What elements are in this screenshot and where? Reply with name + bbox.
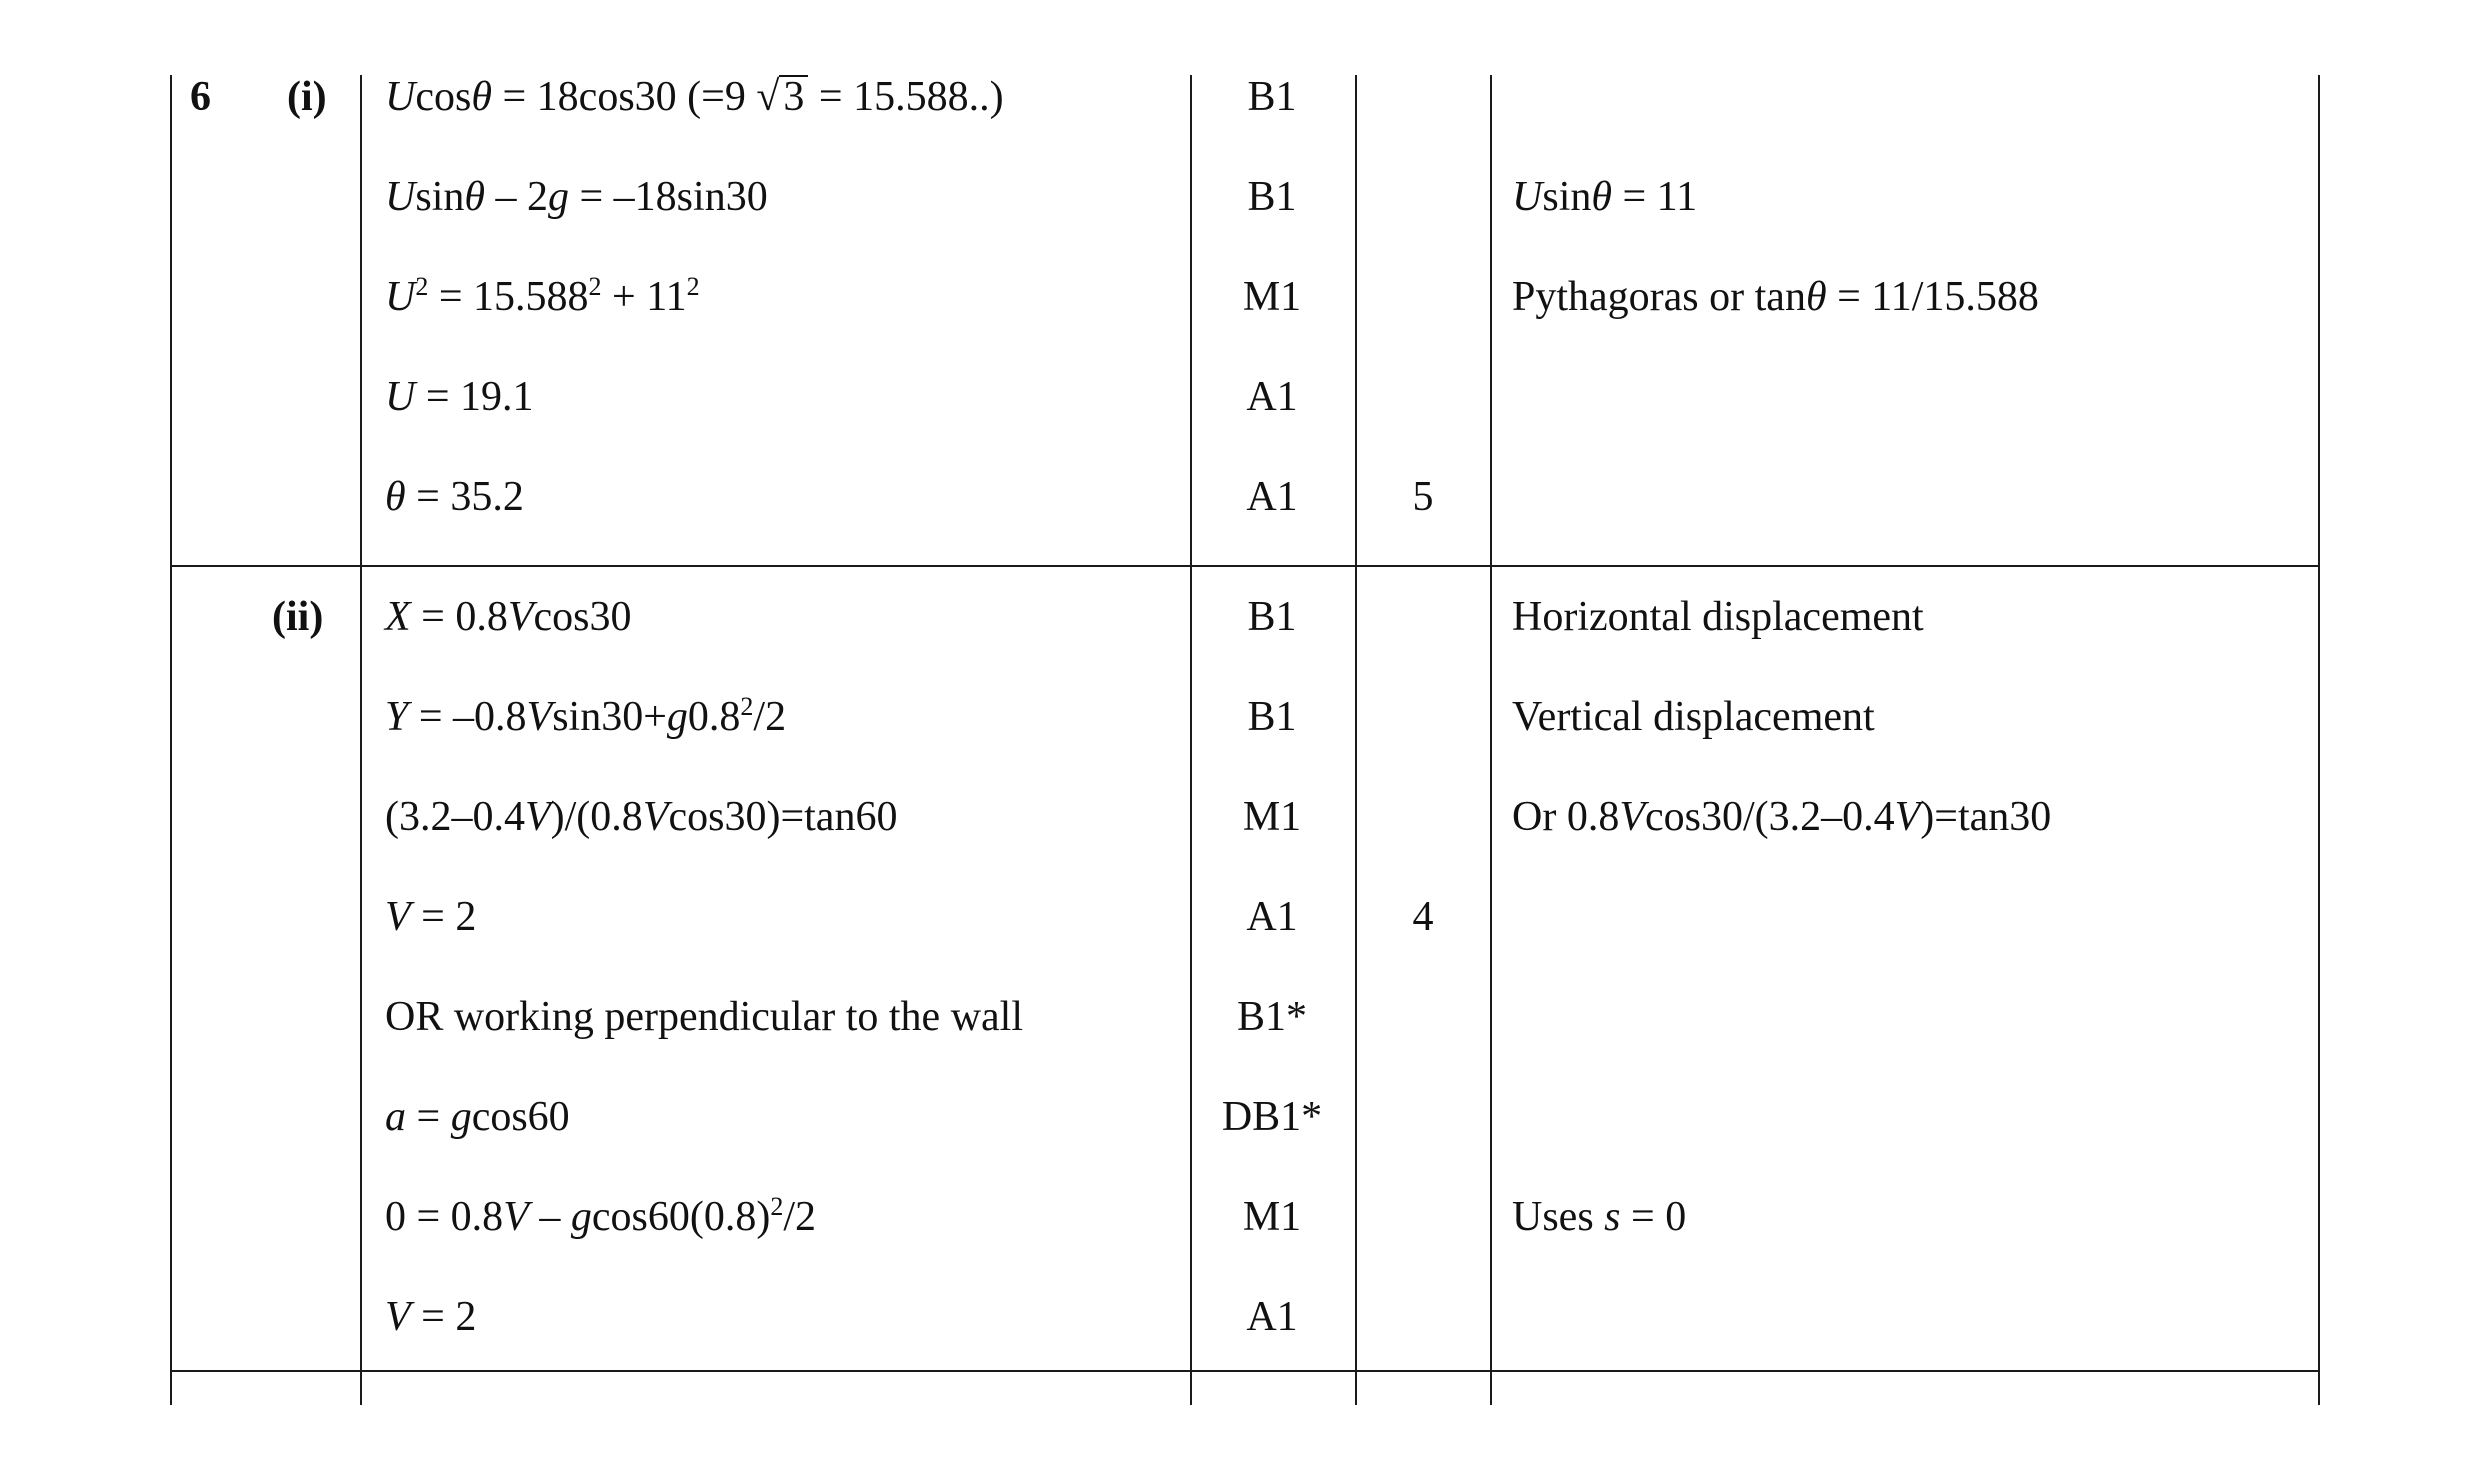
text-segment: = 11/15.588 — [1826, 274, 2039, 320]
math-variable: U — [385, 74, 416, 120]
text-segment: = 11 — [1612, 174, 1698, 220]
answer-line — [385, 592, 632, 642]
text-segment: = 15.588 — [428, 274, 589, 320]
math-variable: V — [385, 894, 411, 940]
math-variable: V — [642, 794, 669, 840]
column-divider-total — [1490, 75, 1492, 1405]
math-variable: Y — [385, 694, 409, 740]
text-segment: = 0 — [1620, 1194, 1687, 1240]
text-segment: cos30)=tan60 — [668, 794, 898, 840]
guidance-note — [1512, 692, 1875, 742]
mark-code: M1 — [1242, 1194, 1302, 1240]
math-variable: θ — [385, 474, 406, 520]
text-segment: = 19.1 — [415, 374, 534, 420]
answer-line — [385, 692, 786, 742]
answer-line — [385, 72, 1004, 122]
sqrt-radicand: 3 — [779, 75, 808, 117]
answer-line — [385, 1292, 476, 1342]
math-variable: V — [1894, 794, 1921, 840]
text-segment: cos — [415, 74, 472, 120]
column-divider-part — [360, 75, 362, 1405]
math-variable: V — [525, 794, 551, 840]
part-label: (ii) — [272, 594, 324, 640]
answer-line — [385, 272, 700, 322]
guidance-note — [1512, 592, 1924, 642]
table-border-right — [2318, 75, 2320, 1405]
column-divider-marks — [1355, 75, 1357, 1405]
superscript: 2 — [770, 1192, 784, 1221]
mark-code: A1 — [1246, 1294, 1298, 1340]
answer-line — [385, 472, 524, 522]
mark-code: B1 — [1247, 694, 1297, 740]
superscript: 2 — [740, 692, 754, 721]
answer-line — [385, 892, 476, 942]
text-segment: Uses — [1512, 1194, 1605, 1240]
math-variable: g — [450, 1094, 472, 1140]
text-segment: sin30+ — [552, 694, 667, 740]
part-total-marks: 5 — [1412, 474, 1434, 520]
guidance-note — [1512, 172, 1697, 222]
answer-line — [385, 1192, 816, 1242]
math-variable: U — [385, 274, 416, 320]
superscript: 2 — [415, 272, 429, 301]
text-segment: Vertical displacement — [1512, 694, 1875, 740]
part-total-marks: 4 — [1412, 894, 1434, 940]
guidance-note — [1512, 272, 2039, 322]
mark-code: A1 — [1246, 474, 1298, 520]
text-segment: OR working perpendicular to the wall — [385, 994, 1023, 1040]
text-segment: = 35.2 — [405, 474, 524, 520]
text-segment: – — [528, 1194, 571, 1240]
math-variable: a — [385, 1094, 406, 1140]
math-variable: U — [385, 374, 416, 420]
math-variable: g — [548, 174, 569, 220]
mark-code: M1 — [1242, 274, 1302, 320]
math-variable: U — [1512, 174, 1543, 220]
answer-line — [385, 372, 534, 422]
text-segment: Horizontal displacement — [1512, 594, 1924, 640]
text-segment: – 2 — [485, 174, 548, 220]
math-variable: V — [526, 694, 553, 740]
text-segment: cos30/(3.2–0.4 — [1644, 794, 1895, 840]
text-segment: = –18sin30 — [569, 174, 768, 220]
answer-line — [385, 1092, 570, 1142]
answer-line — [385, 992, 1023, 1042]
mark-code: DB1* — [1221, 1094, 1323, 1140]
text-segment: )=tan30 — [1920, 794, 2052, 840]
superscript: 2 — [686, 272, 700, 301]
text-segment: /2 — [783, 1194, 816, 1240]
text-segment: = 2 — [410, 1294, 477, 1340]
mark-code: B1 — [1247, 74, 1297, 120]
answer-line — [385, 792, 897, 842]
text-segment: cos60 — [471, 1094, 570, 1140]
text-segment: = 15.588..) — [808, 74, 1004, 120]
text-segment: 0.8 — [687, 694, 741, 740]
text-segment: Or 0.8 — [1512, 794, 1620, 840]
text-segment: = 2 — [410, 894, 477, 940]
math-variable: θ — [464, 174, 485, 220]
mark-code: B1 — [1247, 594, 1297, 640]
row-divider-bottom — [170, 1370, 2320, 1372]
text-segment: cos30 — [533, 594, 632, 640]
math-variable: θ — [1805, 274, 1827, 320]
math-variable: g — [570, 1194, 592, 1240]
math-variable: X — [385, 594, 411, 640]
text-segment: Pythagoras or tan — [1512, 274, 1806, 320]
text-segment: = — [406, 1094, 451, 1140]
math-variable: θ — [1591, 174, 1612, 220]
text-segment: + 11 — [601, 274, 687, 320]
table-border-left — [170, 75, 172, 1405]
superscript: 2 — [588, 272, 602, 301]
math-variable: V — [1619, 794, 1645, 840]
math-variable: U — [385, 174, 416, 220]
text-segment: cos60(0.8) — [591, 1194, 771, 1240]
text-segment: = 0.8 — [410, 594, 508, 640]
math-variable: V — [385, 1294, 411, 1340]
text-segment: sin — [1542, 174, 1592, 220]
text-segment: sin — [415, 174, 465, 220]
part-label: (i) — [287, 74, 327, 120]
text-segment: = –0.8 — [408, 694, 527, 740]
text-segment: = 18cos30 (=9 √ — [491, 74, 780, 120]
text-segment: /2 — [753, 694, 787, 740]
math-variable: V — [507, 594, 534, 640]
mark-code: A1 — [1246, 374, 1298, 420]
row-divider-part-ii — [170, 565, 2320, 567]
mark-code: M1 — [1242, 794, 1302, 840]
text-segment: 0 = 0.8 — [385, 1194, 504, 1240]
mark-code: B1* — [1236, 994, 1307, 1040]
math-variable: V — [503, 1194, 529, 1240]
guidance-note — [1512, 1192, 1686, 1242]
answer-line — [385, 172, 768, 222]
math-variable: s — [1604, 1194, 1621, 1240]
guidance-note — [1512, 792, 2051, 842]
mark-code: B1 — [1247, 174, 1297, 220]
text-segment: (3.2–0.4 — [385, 794, 525, 840]
text-segment: )/(0.8 — [550, 794, 643, 840]
mark-code: A1 — [1246, 894, 1298, 940]
question-number: 6 — [190, 74, 211, 120]
math-variable: g — [666, 694, 688, 740]
math-variable: θ — [471, 74, 492, 120]
